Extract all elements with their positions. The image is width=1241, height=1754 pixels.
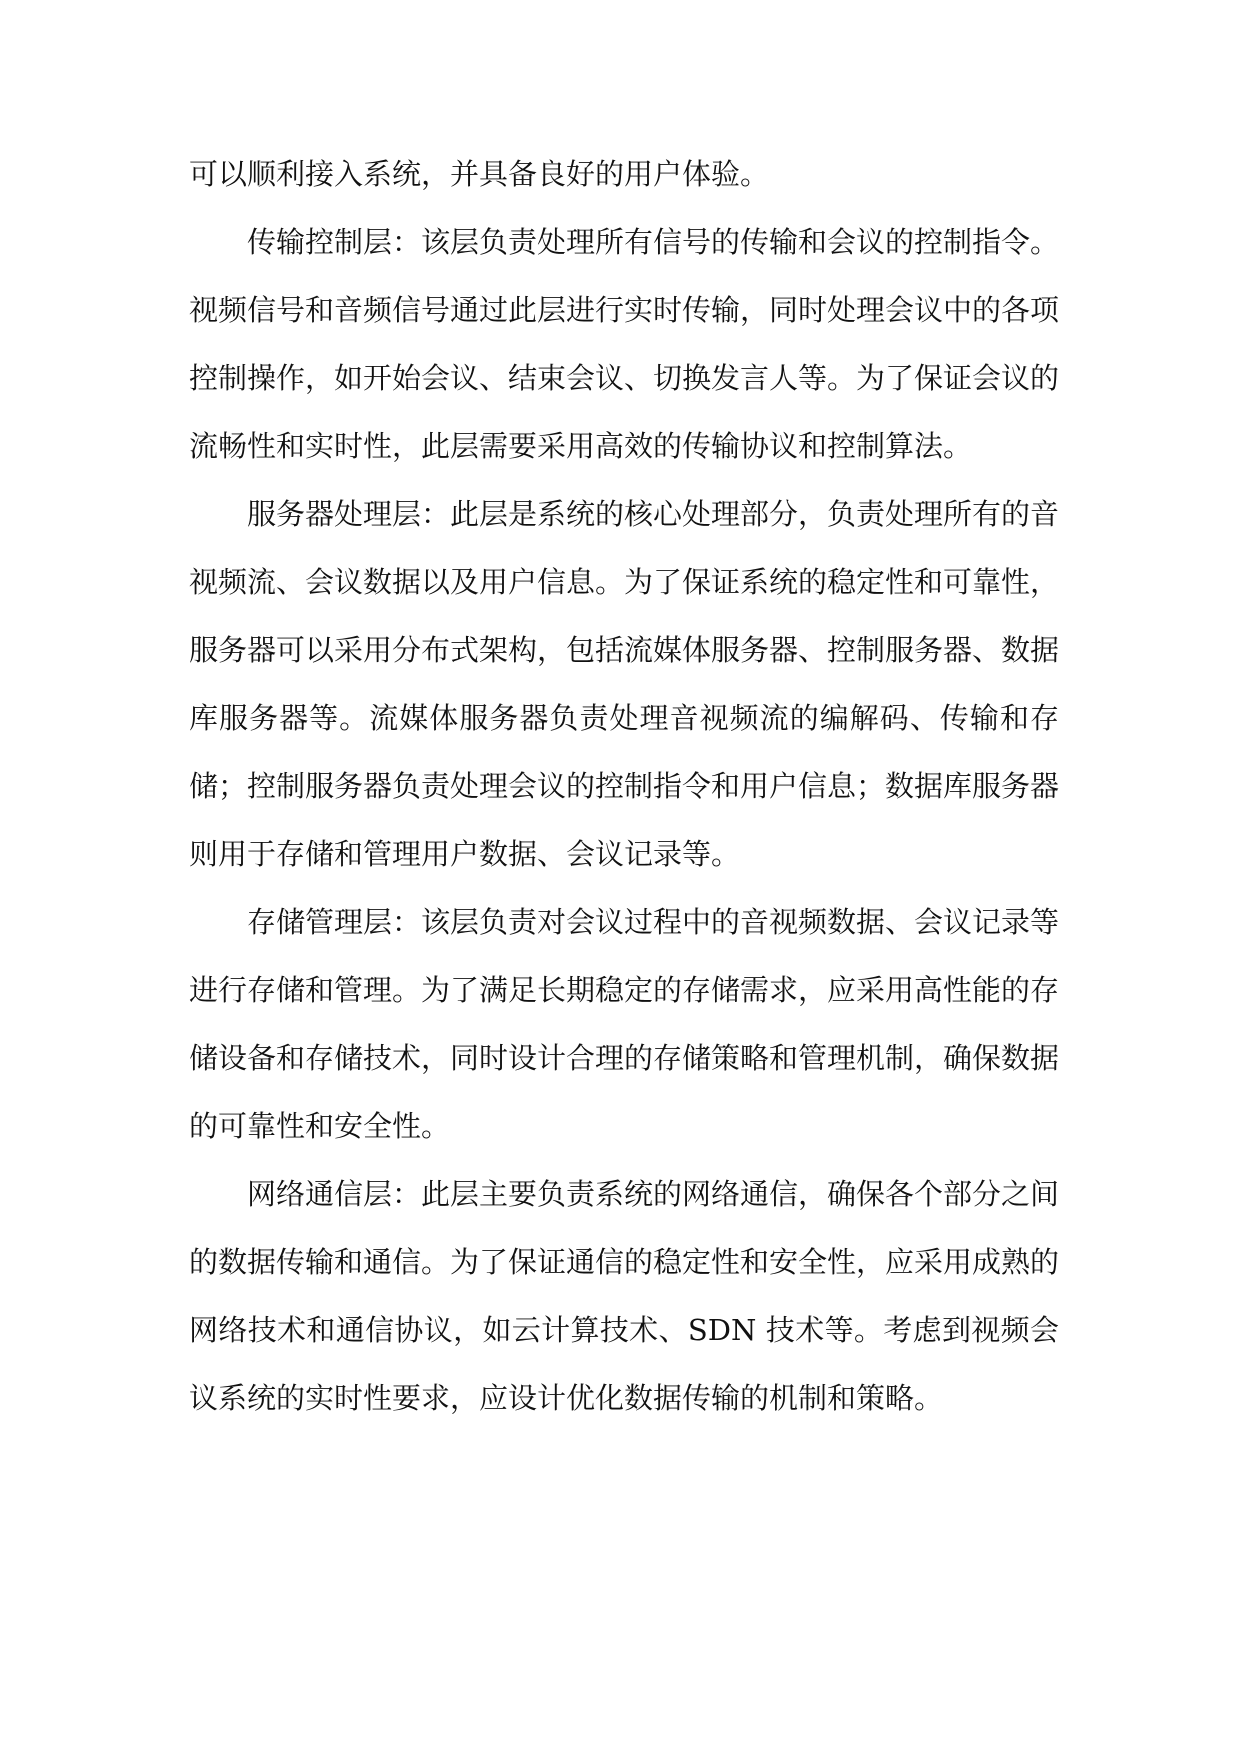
paragraph-network-communication-layer: 网络通信层：此层主要负责系统的网络通信，确保各个部分之间的数据传输和通信。为了保证通信的稳定性和安全性，应采用成熟的网络技术和通信协议，如云计算技术、SDN 技术等。考虑到视频会议系统的实时性要求，应设计优化数据传输的机制和策略。 [189,1177,1060,1415]
paragraph-server-processing-layer: 服务器处理层：此层是系统的核心处理部分，负责处理所有的音视频流、会议数据以及用户信息。为了保证系统的稳定性和可靠性，服务器可以采用分布式架构，包括流媒体服务器、控制服务器、数据库服务器等。流媒体服务器负责处理音视频流的编解码、传输和存储；控制服务器负责处理会议的控制指令和用户信息；数据库服务器则用于存储和管理用户数据、会议记录等。 [189,497,1060,871]
paragraph-transport-control-layer: 传输控制层：该层负责处理所有信号的传输和会议的控制指令。视频信号和音频信号通过此层进行实时传输，同时处理会议中的各项控制操作，如开始会议、结束会议、切换发言人等。为了保证会议的流畅性和实时性，此层需要采用高效的传输协议和控制算法。 [189,225,1060,463]
paragraph-continuation: 可以顺利接入系统，并具备良好的用户体验。 [189,157,770,191]
document-body [189,140,1059,1432]
paragraph-storage-management-layer: 存储管理层：该层负责对会议过程中的音视频数据、会议记录等进行存储和管理。为了满足长期稳定的存储需求，应采用高性能的存储设备和存储技术，同时设计合理的存储策略和管理机制，确保数据的可靠性和安全性。 [189,905,1060,1143]
